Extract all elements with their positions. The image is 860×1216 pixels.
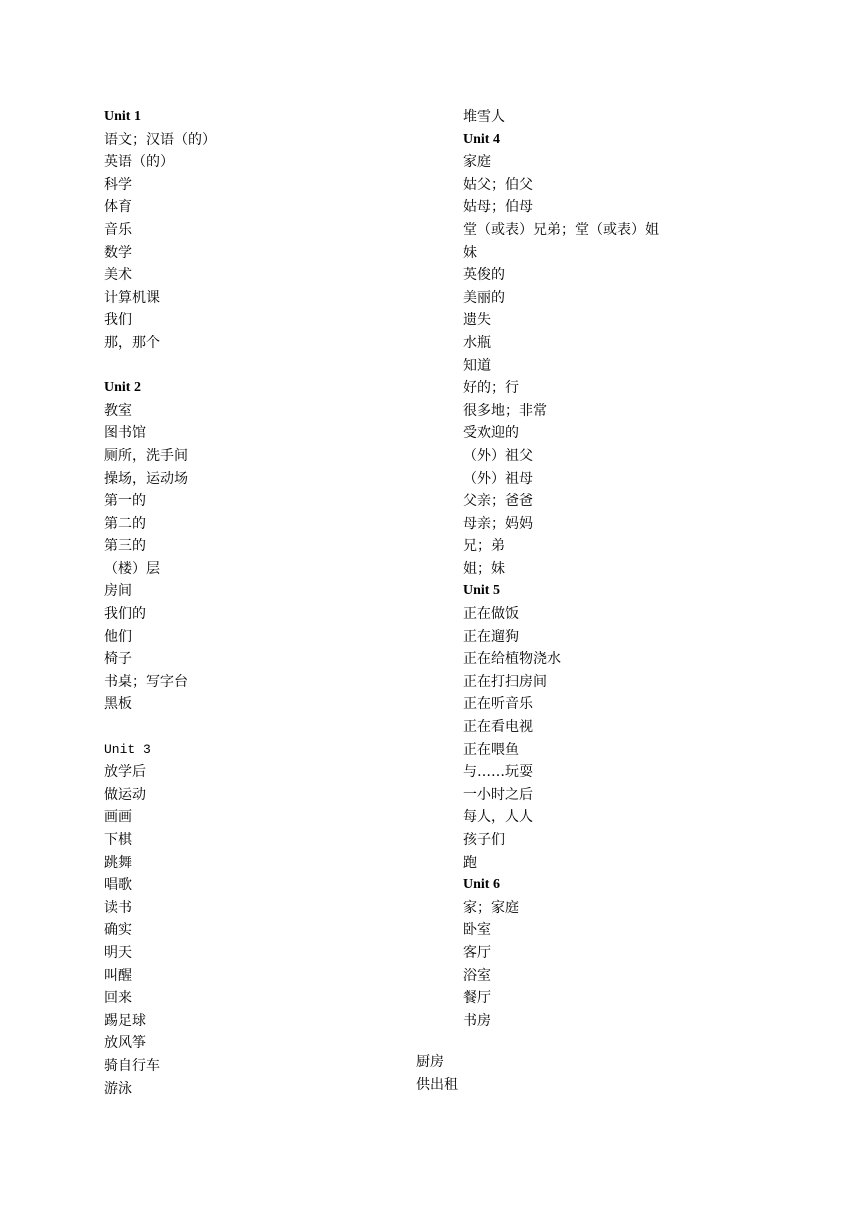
vocab-entry: 确实 [104,922,132,939]
vocab-entry: 体育 [104,199,132,216]
vocab-entry: 堂（或表）兄弟；堂（或表）姐 [463,221,659,238]
vocab-entry: 正在遛狗 [463,628,519,645]
vocab-entry: 教室 [104,402,132,419]
vocab-entry: 姑母；伯母 [463,199,533,216]
vocab-entry: 浴室 [463,967,491,984]
left-column [104,106,434,1100]
vocab-entry: 水瓶 [463,334,491,351]
vocab-entry: 第三的 [104,538,146,555]
vocab-entry: 母亲；妈妈 [463,515,533,532]
vocab-entry: 正在看电视 [463,719,533,736]
vocab-entry: 厕所，洗手间 [104,447,188,464]
vocab-entry: 客厅 [463,944,491,961]
vocab-entry: 卧室 [463,922,491,939]
vocab-entry: 语文；汉语（的） [104,131,216,148]
vocab-entry: 妹 [463,244,477,261]
vocab-entry: 家庭 [463,154,491,171]
vocab-entry: 兄；弟 [463,538,505,555]
vocab-entry: （楼）层 [104,560,160,577]
trailing-word-kitchen: 厨房 [416,1054,444,1070]
vocab-entry: 美术 [104,267,132,284]
vocab-entry: 正在喂鱼 [463,741,519,758]
vocab-entry: 放风筝 [104,1035,146,1052]
vocab-entry: 操场，运动场 [104,470,188,487]
vocab-entry: 家；家庭 [463,899,519,916]
unit-heading: Unit 3 [104,741,151,757]
unit-heading: Unit 4 [463,131,500,147]
vocab-entry: 明天 [104,944,132,961]
vocab-entry: 骑自行车 [104,1057,160,1074]
vocab-entry: 第二的 [104,515,146,532]
vocab-entry: 每人，人人 [463,809,533,826]
vocab-entry: 椅子 [104,651,132,668]
vocab-entry: 美丽的 [463,289,505,306]
vocab-entry: 父亲；爸爸 [463,493,533,510]
vocab-entry: 很多地；非常 [463,402,547,419]
vocab-entry: 音乐 [104,221,132,238]
vocab-entry: 那，那个 [104,334,160,351]
vocab-entry: 英俊的 [463,267,505,284]
vocab-entry: 跑 [463,854,477,871]
vocab-entry: 知道 [463,357,491,374]
trailing-word-for-rent: 供出租 [416,1077,458,1093]
vocab-entry: 遗失 [463,312,491,329]
unit-heading: Unit 5 [463,583,500,599]
vocab-entry: 餐厅 [463,990,491,1007]
vocab-entry: 正在做饭 [463,606,519,623]
vocab-entry: 我们 [104,312,132,329]
vocab-entry: 第一的 [104,493,146,510]
vocab-entry: 回来 [104,990,132,1007]
vocab-entry: 画画 [104,809,132,826]
vocab-entry: 叫醒 [104,967,132,984]
vocab-entry: 读书 [104,899,132,916]
vocab-entry: 跳舞 [104,854,132,871]
vocab-entry: 放学后 [104,764,146,781]
vocab-entry: 孩子们 [463,832,505,848]
vocab-entry: 一小时之后 [463,786,533,803]
vocab-entry: 做运动 [104,786,146,803]
vocab-entry: （外）祖父 [463,447,533,464]
vocab-entry: 书桌；写字台 [104,673,188,690]
vocab-entry: 房间 [104,583,132,600]
vocab-entry: 数学 [104,244,132,261]
vocab-entry: 与……玩耍 [463,764,533,781]
vocab-entry: 正在听音乐 [463,696,533,713]
blank-line [104,716,434,739]
vocab-entry: 踢足球 [104,1012,146,1029]
blank-line [104,355,434,378]
vocab-entry: 下棋 [104,832,132,848]
vocab-entry: 正在给植物浇水 [463,651,561,668]
unit-heading: Unit 2 [104,380,141,396]
vocab-entry: 姑父；伯父 [463,176,533,193]
right-column [463,106,823,1032]
vocab-entry: 唱歌 [104,877,132,894]
vocab-entry: 英语（的） [104,154,174,171]
vocab-entry: 游泳 [104,1080,132,1097]
vocab-entry: 计算机课 [104,289,160,306]
vocab-entry: （外）祖母 [463,470,533,487]
unit-heading: Unit 6 [463,877,500,893]
vocab-entry: 好的；行 [463,380,519,397]
vocab-entry: 受欢迎的 [463,425,519,442]
vocab-entry: 黑板 [104,696,132,713]
unit-heading: Unit 1 [104,109,141,124]
vocab-entry: 堆雪人 [463,109,505,125]
vocab-entry: 他们 [104,628,132,645]
vocab-entry: 图书馆 [104,425,146,442]
vocab-entry: 科学 [104,176,132,193]
vocab-entry: 书房 [463,1012,491,1029]
vocab-entry: 我们的 [104,606,146,623]
vocab-entry: 姐；妹 [463,560,505,577]
vocab-entry: 正在打扫房间 [463,673,547,690]
